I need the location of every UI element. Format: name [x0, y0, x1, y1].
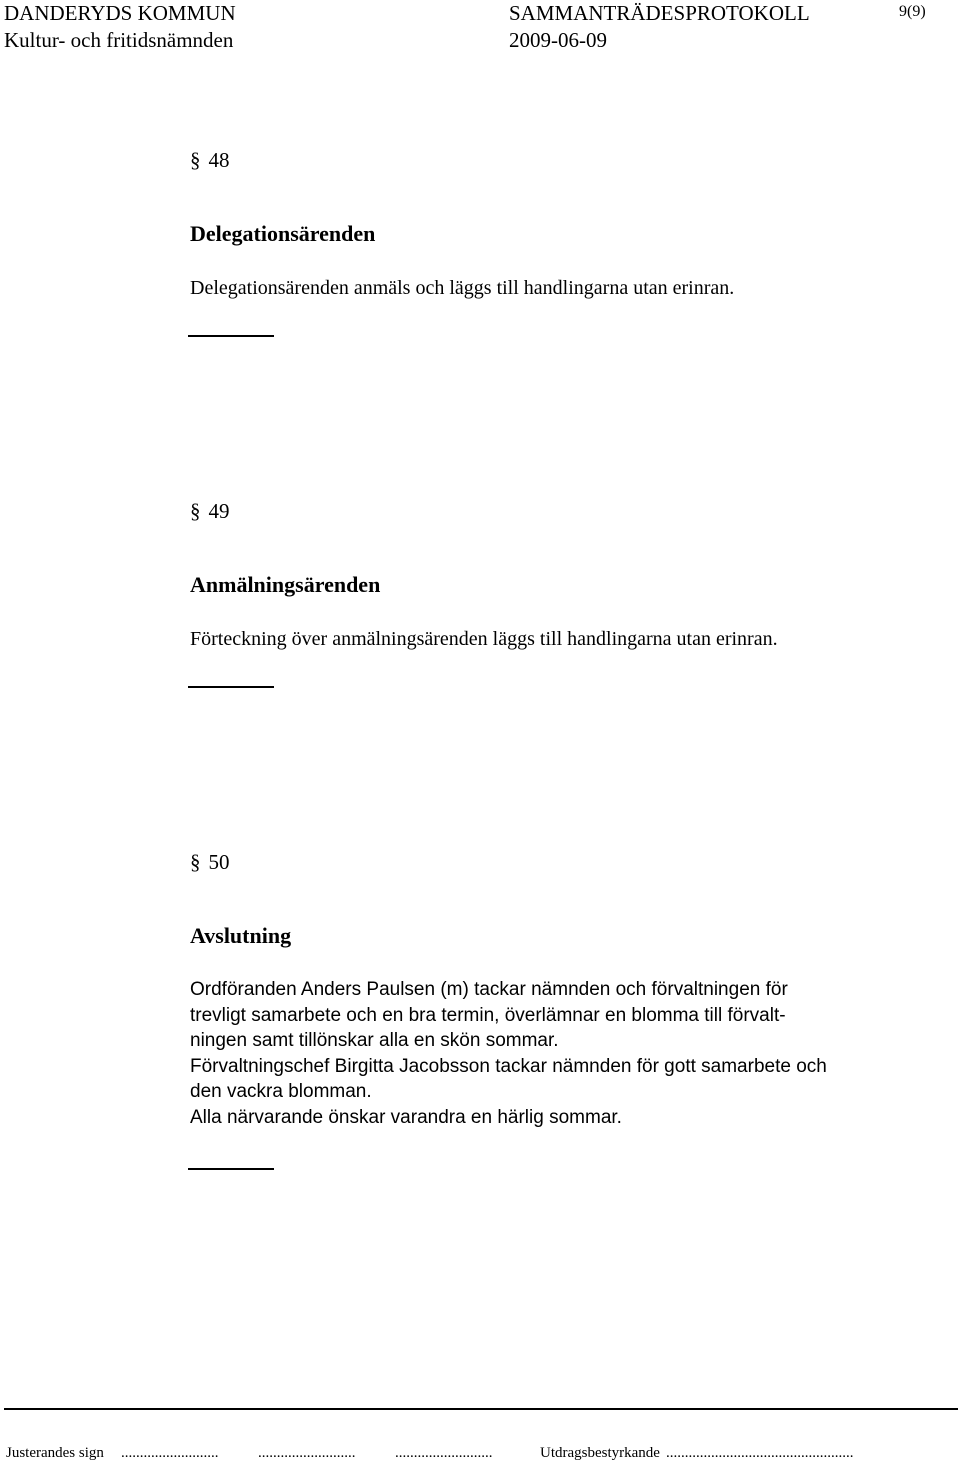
sign-label: Justerandes sign	[6, 1445, 104, 1461]
sign-field-3: ..........................	[395, 1445, 493, 1461]
paragraph-symbol: §	[190, 499, 201, 523]
paragraph-symbol: §	[190, 850, 201, 874]
body-line: den vackra blomman.	[190, 1081, 372, 1103]
section-divider	[188, 686, 274, 688]
sign-field-2: ..........................	[258, 1445, 356, 1461]
footer-divider	[4, 1408, 958, 1410]
section-number: 48	[208, 148, 230, 172]
section-number-50	[190, 850, 230, 874]
section-divider	[188, 335, 274, 337]
section-number-49	[190, 499, 230, 523]
header-date: 2009-06-09	[509, 28, 607, 52]
section-title-delegationsarenden: Delegationsärenden	[190, 221, 376, 246]
section-title-avslutning: Avslutning	[190, 923, 292, 948]
body-line: trevligt samarbete och en bra termin, överlämnar en blomma till förvalt-	[190, 1004, 786, 1026]
certified-label: Utdragsbestyrkande	[540, 1445, 660, 1461]
section-body-48: Delegationsärenden anmäls och läggs till handlingarna utan erinran.	[190, 277, 735, 299]
page-number: 9(9)	[899, 3, 926, 20]
sign-field-1: ..........................	[121, 1445, 219, 1461]
body-line: Förvaltningschef Birgitta Jacobsson tackar nämnden för gott samarbete och	[190, 1055, 827, 1077]
section-number: 49	[208, 499, 230, 523]
body-line: Ordföranden Anders Paulsen (m) tackar nämnden och förvaltningen för	[190, 979, 788, 1000]
header-document-type: SAMMANTRÄDESPROTOKOLL	[509, 1, 810, 25]
header-department: Kultur- och fritidsnämnden	[4, 28, 234, 52]
certified-field: ..................................................	[666, 1445, 854, 1461]
body-line: ningen samt tillönskar alla en skön sommar.	[190, 1030, 559, 1052]
section-body-49: Förteckning över anmälningsärenden läggs till handlingarna utan erinran.	[190, 628, 778, 650]
section-title-anmalningsarenden: Anmälningsärenden	[190, 572, 381, 597]
section-number: 50	[208, 850, 230, 874]
section-body-50	[190, 977, 827, 1131]
section-number-48	[190, 148, 230, 172]
section-divider	[188, 1168, 274, 1170]
body-line: Alla närvarande önskar varandra en härlig sommar.	[190, 1106, 622, 1128]
header-organization: DANDERYDS KOMMUN	[4, 1, 236, 25]
paragraph-symbol: §	[190, 148, 201, 172]
